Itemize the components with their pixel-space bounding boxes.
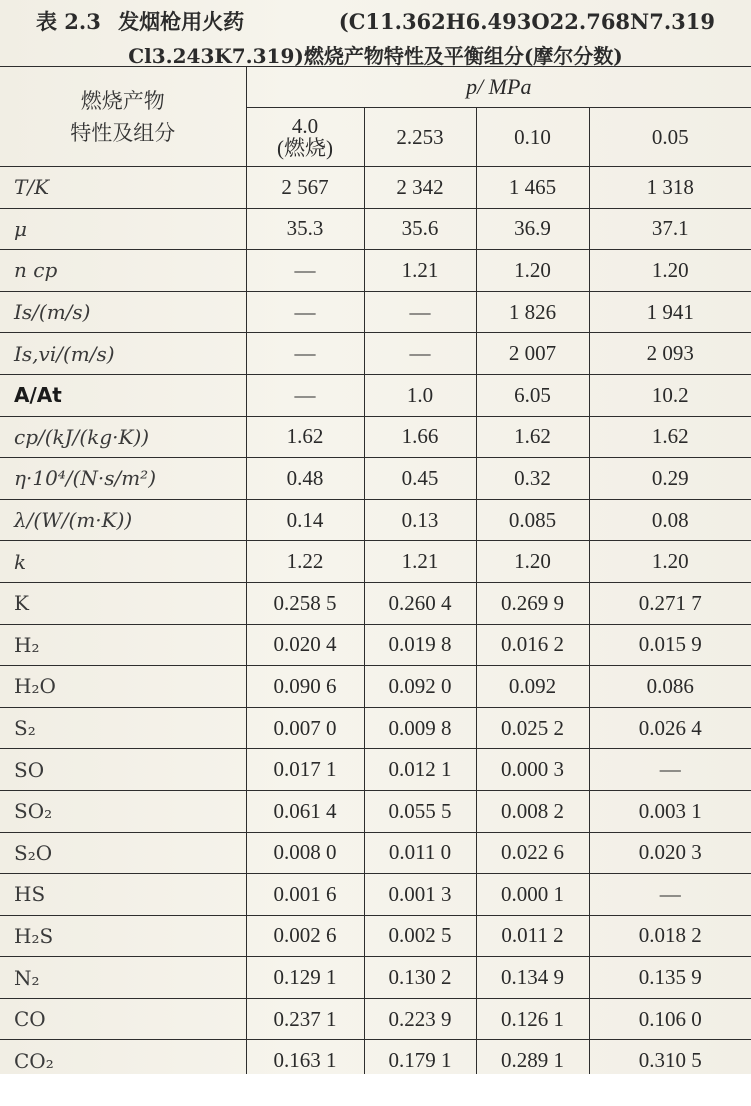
table-cell: 1.0: [364, 374, 476, 416]
table-cell: 0.45: [364, 458, 476, 500]
table-cell: —: [589, 749, 751, 791]
table-cell: 0.003 1: [589, 790, 751, 832]
table-cell: 1.62: [476, 416, 589, 458]
table-cell: 0.015 9: [589, 624, 751, 666]
corner-line-1: 燃烧产物: [80, 88, 165, 113]
table-cell: 0.106 0: [589, 998, 751, 1040]
table-cell: 0.061 4: [246, 790, 364, 832]
table-cell: 0.126 1: [476, 998, 589, 1040]
table-row: [0, 208, 751, 250]
table-cell: 0.016 2: [476, 624, 589, 666]
row-label: η·10⁴/(N·s/m²): [0, 458, 246, 500]
caption-line-1: [0, 6, 751, 36]
table-cell: —: [246, 291, 364, 333]
table-cell: 37.1: [589, 208, 751, 250]
row-label: μ: [0, 208, 246, 250]
row-label: A/At: [0, 374, 246, 416]
pressure-column-header: 0.10: [476, 108, 589, 167]
table-cell: 0.258 5: [246, 582, 364, 624]
table-cell: 0.085: [476, 499, 589, 541]
table-body: [0, 167, 751, 1082]
table-cell: 0.271 7: [589, 582, 751, 624]
table-row: [0, 374, 751, 416]
row-label: cp/(kJ/(kg·K)): [0, 416, 246, 458]
table-cell: 1.20: [476, 250, 589, 292]
table-cell: 0.14: [246, 499, 364, 541]
pressure-column-header: 2.253: [364, 108, 476, 167]
table-cell: 0.012 1: [364, 749, 476, 791]
table-cell: 0.000 3: [476, 749, 589, 791]
table-row: [0, 957, 751, 999]
table-cell: 0.020 4: [246, 624, 364, 666]
row-label: T/K: [0, 167, 246, 209]
table-cell: 0.130 2: [364, 957, 476, 999]
table-cell: 1.20: [476, 541, 589, 583]
table-cell: 0.025 2: [476, 707, 589, 749]
table-row: [0, 666, 751, 708]
table-cell: 0.026 4: [589, 707, 751, 749]
table-cell: 1.21: [364, 541, 476, 583]
table-cell: —: [364, 291, 476, 333]
table-cell: 6.05: [476, 374, 589, 416]
table-cell: 0.086: [589, 666, 751, 708]
table-cell: 0.000 1: [476, 874, 589, 916]
table-cell: 0.237 1: [246, 998, 364, 1040]
table-cell: 0.092 0: [364, 666, 476, 708]
row-label: n cp: [0, 250, 246, 292]
row-label: N₂: [0, 957, 246, 999]
table-cell: 0.001 3: [364, 874, 476, 916]
table-cell: 2 567: [246, 167, 364, 209]
pressure-column-header: 4.0 (燃烧): [246, 108, 364, 167]
table-cell: 1.62: [246, 416, 364, 458]
table-cell: 0.007 0: [246, 707, 364, 749]
table-cell: 0.13: [364, 499, 476, 541]
table-cell: 0.002 5: [364, 915, 476, 957]
combustion-products-table: [0, 66, 751, 1082]
table-row: [0, 333, 751, 375]
table-cell: 1 465: [476, 167, 589, 209]
row-label: SO: [0, 749, 246, 791]
table-row: [0, 915, 751, 957]
table-cell: 0.269 9: [476, 582, 589, 624]
table-row: [0, 749, 751, 791]
row-label: H₂O: [0, 666, 246, 708]
table-row: [0, 167, 751, 209]
pressure-header: p/ MPa: [246, 67, 751, 108]
table-cell: 0.223 9: [364, 998, 476, 1040]
table-cell: 0.310 5: [589, 1040, 751, 1082]
table-row: [0, 998, 751, 1040]
table-row: [0, 707, 751, 749]
page-cutoff: [0, 1074, 751, 1106]
row-label: Is,vi/(m/s): [0, 333, 246, 375]
row-label: k: [0, 541, 246, 583]
table-row: [0, 624, 751, 666]
table-cell: 1.62: [589, 416, 751, 458]
table-cell: 0.018 2: [589, 915, 751, 957]
table-cell: 0.32: [476, 458, 589, 500]
row-label: HS: [0, 874, 246, 916]
caption-text: 发烟枪用火药: [118, 9, 245, 34]
corner-header: [0, 67, 246, 167]
table-cell: 2 093: [589, 333, 751, 375]
table-cell: 35.6: [364, 208, 476, 250]
table-row: [0, 874, 751, 916]
table-row: [0, 790, 751, 832]
table-cell: 35.3: [246, 208, 364, 250]
row-label: K: [0, 582, 246, 624]
table-cell: 0.055 5: [364, 790, 476, 832]
table-row: [0, 291, 751, 333]
table-cell: 0.179 1: [364, 1040, 476, 1082]
table-cell: 0.022 6: [476, 832, 589, 874]
table-cell: 1.22: [246, 541, 364, 583]
table-cell: 0.020 3: [589, 832, 751, 874]
row-label: S₂O: [0, 832, 246, 874]
formula-part-2: Cl3.243K7.319): [128, 44, 304, 68]
table-cell: 0.134 9: [476, 957, 589, 999]
table-cell: 1 941: [589, 291, 751, 333]
table-cell: 0.289 1: [476, 1040, 589, 1082]
table-row: [0, 541, 751, 583]
corner-line-2: 特性及组分: [70, 120, 176, 145]
table-cell: 0.163 1: [246, 1040, 364, 1082]
table-cell: 1 826: [476, 291, 589, 333]
table-cell: 0.090 6: [246, 666, 364, 708]
table-cell: 0.017 1: [246, 749, 364, 791]
table-cell: 1.20: [589, 250, 751, 292]
table-cell: 0.135 9: [589, 957, 751, 999]
table-cell: 2 007: [476, 333, 589, 375]
table-cell: 1 318: [589, 167, 751, 209]
table-cell: 0.48: [246, 458, 364, 500]
table-cell: 0.008 2: [476, 790, 589, 832]
row-label: H₂S: [0, 915, 246, 957]
table-cell: 0.008 0: [246, 832, 364, 874]
table-cell: 0.29: [589, 458, 751, 500]
formula-part-1: (C11.362H6.493O22.768N7.319: [338, 9, 716, 34]
table-row: [0, 458, 751, 500]
table-cell: 1.21: [364, 250, 476, 292]
table-cell: 0.002 6: [246, 915, 364, 957]
table-cell: —: [589, 874, 751, 916]
table-cell: 0.092: [476, 666, 589, 708]
table-number: 表 2.3: [35, 9, 101, 34]
table-cell: 0.011 2: [476, 915, 589, 957]
table-cell: 10.2: [589, 374, 751, 416]
table-cell: 1.20: [589, 541, 751, 583]
row-label: H₂: [0, 624, 246, 666]
header-row-1: [0, 67, 751, 108]
table-row: [0, 832, 751, 874]
table-cell: —: [246, 250, 364, 292]
row-label: Is/(m/s): [0, 291, 246, 333]
table-cell: 0.001 6: [246, 874, 364, 916]
row-label: SO₂: [0, 790, 246, 832]
table-row: [0, 499, 751, 541]
row-label: S₂: [0, 707, 246, 749]
table-cell: 0.009 8: [364, 707, 476, 749]
table-row: [0, 582, 751, 624]
table-cell: 0.129 1: [246, 957, 364, 999]
row-label: λ/(W/(m·K)): [0, 499, 246, 541]
table-cell: 0.08: [589, 499, 751, 541]
pressure-column-header: 0.05: [589, 108, 751, 167]
table-cell: 1.66: [364, 416, 476, 458]
table-cell: —: [364, 333, 476, 375]
caption-line-2: [0, 40, 751, 69]
table-cell: —: [246, 374, 364, 416]
table-cell: 0.011 0: [364, 832, 476, 874]
table-cell: 2 342: [364, 167, 476, 209]
caption-subtitle: 燃烧产物特性及平衡组分(摩尔分数): [303, 44, 623, 68]
row-label: CO₂: [0, 1040, 246, 1082]
table-cell: 36.9: [476, 208, 589, 250]
table-cell: —: [246, 333, 364, 375]
table-row: [0, 416, 751, 458]
table-row: [0, 250, 751, 292]
table-cell: 0.019 8: [364, 624, 476, 666]
table-cell: 0.260 4: [364, 582, 476, 624]
row-label: CO: [0, 998, 246, 1040]
